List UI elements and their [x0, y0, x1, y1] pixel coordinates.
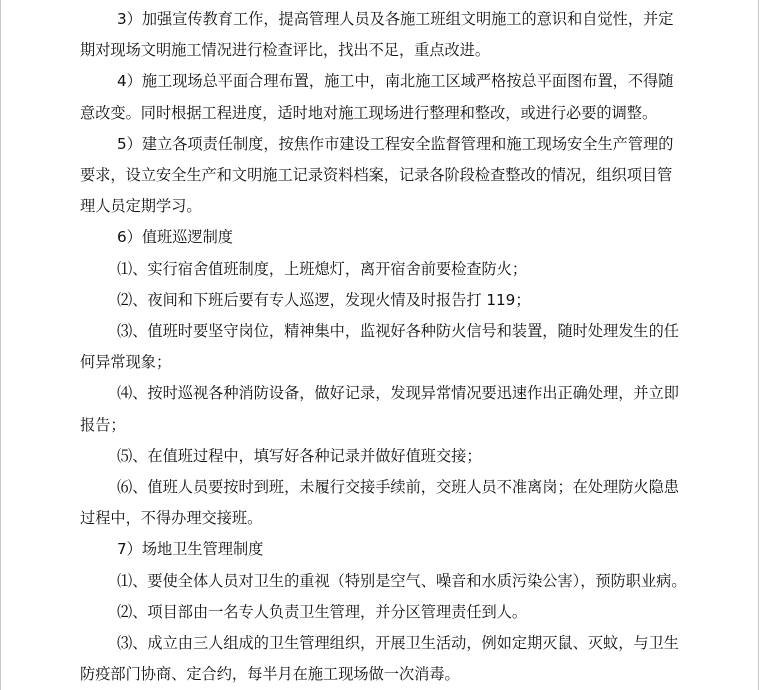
text-line: ⑵、夜间和下班后要有专人巡逻，发现火情及时报告打 119； — [117, 290, 531, 309]
text-line: ⑵、项目部由一名专人负责卫生管理，并分区管理责任到人。 — [117, 602, 528, 621]
page-border-right — [758, 0, 759, 690]
document-body — [80, 4, 708, 690]
text-line: ⑶、成立由三人组成的卫生管理组织，开展卫生活动，例如定期灭鼠、灭蚊，与卫生 — [117, 634, 679, 653]
text-line: 期对现场文明施工情况进行检查评比，找出不足，重点改进。 — [80, 41, 491, 60]
text-line: ⑴、实行宿舍值班制度，上班熄灯，离开宿舍前要检查防火； — [117, 259, 528, 278]
page-border-left — [0, 0, 1, 690]
section-heading: 6）值班巡逻制度 — [117, 228, 233, 247]
text-line: ⑴、要使全体人员对卫生的重视（特别是空气、噪音和水质污染公害），预防职业病。 — [117, 571, 687, 590]
text-line: ⑹、值班人员要按时到班，未履行交接手续前，交班人员不准离岗；在处理防火隐患 — [117, 478, 679, 497]
text-line: 理人员定期学习。 — [80, 197, 202, 216]
text-line: ⑶、值班时要坚守岗位，精神集中，监视好各种防火信号和装置，随时处理发生的任 — [117, 322, 679, 341]
text-line: 何异常现象； — [80, 353, 172, 372]
text-line: ⑷、按时巡视各种消防设备，做好记录，发现异常情况要迅速作出正确处理，并立即 — [117, 384, 679, 403]
text-line: 4）施工现场总平面合理布置，施工中，南北施工区域严格按总平面图布置，不得随 — [117, 72, 674, 91]
text-line: 过程中，不得办理交接班。 — [80, 509, 263, 528]
text-line: 5）建立各项责任制度，按焦作市建设工程安全监督管理和施工现场安全生产管理的 — [117, 134, 674, 153]
text-line: ⑸、在值班过程中，填写好各种记录并做好值班交接； — [117, 446, 482, 465]
text-line: 报告； — [80, 415, 126, 434]
section-heading: 7）场地卫生管理制度 — [117, 540, 264, 559]
text-line: 防疫部门协商、定合约，每半月在施工现场做一次消毒。 — [80, 665, 460, 684]
text-line: 要求，设立安全生产和文明施工记录资料档案，记录各阶段检查整改的情况，组织项目管 — [80, 166, 673, 185]
text-line: 意改变。同时根据工程进度，适时地对施工现场进行整理和整改，或进行必要的调整。 — [80, 103, 658, 122]
text-line: 3）加强宣传教育工作，提高管理人员及各施工班组文明施工的意识和自觉性，并定 — [117, 10, 674, 28]
